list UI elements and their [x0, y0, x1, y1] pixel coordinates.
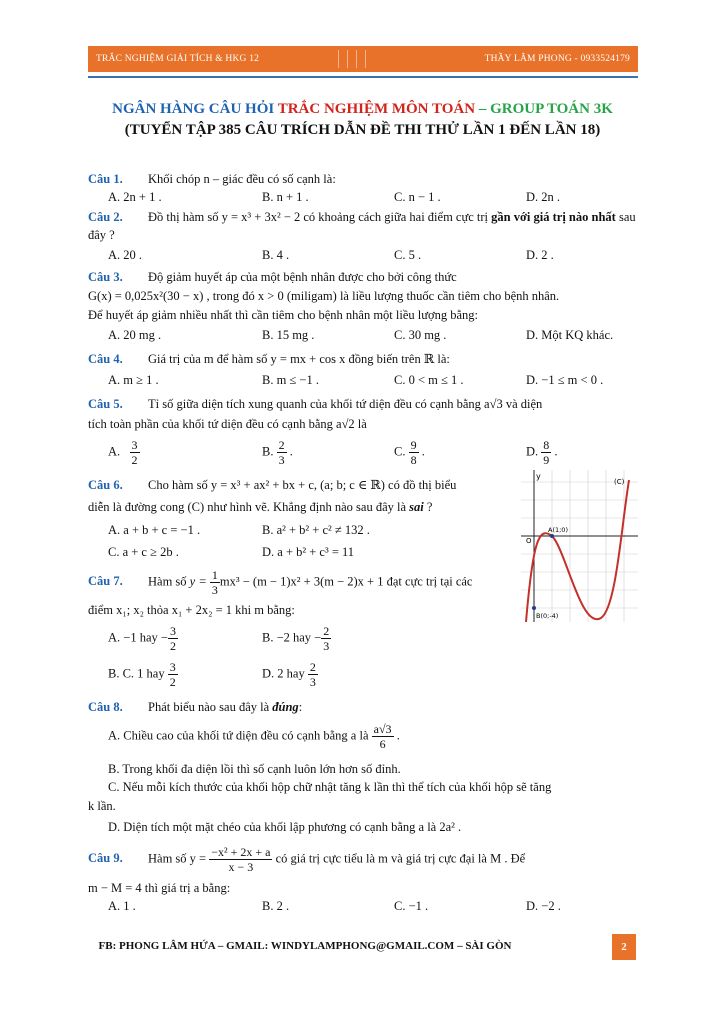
question-text: Cho hàm số y = x³ + ax² + bx + c, (a; b; c ∈ ℝ) có đồ thị biểu — [148, 478, 457, 492]
page-footer: FB: PHONG LÂM HỨA – GMAIL: WINDYLAMPHONG@GMAIL.COM – SÀI GÒN — [98, 940, 512, 952]
question-number: Câu 9. — [88, 851, 123, 866]
option-a[interactable]: A. 20 mg . — [108, 328, 162, 342]
fraction: $\frac{3}{2}$ — [131, 438, 138, 467]
option-c[interactable]: C. a + c ≥ 2b . — [108, 545, 179, 559]
option-a[interactable]: A. a + b + c = −1 . — [108, 523, 201, 537]
question-text: Giá trị của m để hàm số y = mx + cos x đồng biến trên ℝ là: — [148, 352, 450, 366]
option-b[interactable]: B. m ≤ −1 . — [262, 373, 319, 387]
question-7-line2: điểm x₁; x₂ thỏa x₁ + 2x₂ = 1 khi m bằng: — [88, 603, 295, 617]
option-b[interactable]: B. n + 1 . — [262, 190, 309, 204]
question-text: Tỉ số giữa diện tích xung quanh của khối tứ diện đều có cạnh bằng a√3 và diện — [148, 397, 543, 411]
question-5 — [88, 395, 638, 413]
option-c[interactable]: C. 5 . — [394, 248, 422, 262]
fraction: $\frac{3}{2}$ — [169, 660, 176, 689]
option-b[interactable]: B. 4 . — [262, 248, 290, 262]
title-part3: – GROUP TOÁN 3K — [475, 101, 613, 117]
header-divider — [338, 50, 366, 68]
question-7-options-row1 — [108, 624, 508, 658]
page-number: 2 — [612, 934, 636, 960]
question-number: Câu 2. — [88, 210, 123, 224]
option-c[interactable]: B. C. 1 hay $\frac{3}{2}$ — [108, 660, 176, 689]
title-part2: TRẮC NGHIỆM MÔN TOÁN — [277, 101, 476, 117]
question-number: Câu 5. — [88, 397, 123, 411]
option-d[interactable]: D. −1 ≤ m < 0 . — [526, 373, 604, 387]
option-d[interactable]: D. 2 . — [526, 248, 554, 262]
fraction: $\frac{2}{3}$ — [278, 438, 285, 467]
question-6-line2: diễn là đường cong (C) như hình vẽ. Khẳng định nào sau đây là sai ? — [88, 500, 433, 514]
option-a[interactable]: A. $\frac{3}{2}$ — [108, 438, 138, 467]
question-number: Câu 4. — [88, 352, 123, 366]
option-c[interactable]: C. $\frac{9}{8}$ . — [394, 438, 425, 467]
option-d[interactable]: D. Một KQ khác. — [526, 328, 614, 342]
question-text-end: sau đây ? — [88, 210, 636, 242]
fraction: $\frac{2}{3}$ — [323, 624, 330, 653]
option-d[interactable]: D. 2 hay $\frac{2}{3}$ — [262, 660, 316, 689]
fraction: $\frac{a√3}{6}$ — [373, 722, 392, 751]
option-d[interactable]: D. 2n . — [526, 190, 561, 204]
header-left: TRẮC NGHIỆM GIẢI TÍCH & HKG 12 — [96, 54, 260, 64]
fraction: $\frac{2}{3}$ — [309, 660, 316, 689]
question-9: Câu 9. Hàm số y = $\frac{\text{−x² + 2x + a}}{x - 3}$ có giá trị cực tiểu là m và giá trị cực đại là M . Để — [88, 845, 526, 874]
page-subtitle: (TUYỂN TẬP 385 CÂU TRÍCH DẪN ĐỀ THI THỬ LẦN 1 ĐẾN LẦN 18) — [124, 122, 601, 138]
header-right: THẦY LÂM PHONG - 0933524179 — [484, 54, 630, 64]
question-number: Câu 7. — [88, 574, 123, 589]
curve-c — [526, 480, 629, 622]
origin-label: O — [526, 537, 532, 545]
option-a[interactable]: A. 20 . — [108, 248, 143, 262]
fraction: $\frac{\text{−x² + 2x + a}}{x - 3}$ — [211, 845, 271, 874]
question-emphasis: gần với giá trị nào nhất — [491, 210, 616, 224]
question-number: Câu 3. — [88, 270, 123, 284]
fraction: $\frac{3}{2}$ — [169, 624, 176, 653]
option-b[interactable]: B. 15 mg . — [262, 328, 315, 342]
point-b-label: B(0;-4) — [536, 612, 559, 620]
fraction: $\frac{8}{9}$ — [543, 438, 550, 467]
question-7: Câu 7. Hàm số y = $\frac{1}{3}$ mx³ − (m − 1)x² + 3(m − 2)x + 1 đạt cực trị tại các — [88, 568, 473, 597]
page-title — [0, 101, 725, 118]
question-text: Đồ thị hàm số y = x³ + 3x² − 2 có khoảng cách giữa hai điểm cực trị — [148, 210, 492, 224]
option-c[interactable]: C. Nếu mỗi kích thước của khối hộp chữ nhật tăng k lần thì thể tích của khối hộp sẽ tăng — [108, 780, 552, 794]
question-1 — [88, 170, 638, 188]
fraction: $\frac{1}{3}$ — [211, 568, 218, 597]
title-part1: NGÂN HÀNG CÂU HỎI — [112, 101, 278, 117]
option-a[interactable]: A. −1 hay − $\frac{3}{2}$ — [108, 624, 176, 653]
option-c-cont: k lần. — [88, 799, 116, 813]
header-rule — [88, 76, 638, 78]
curve-label: (C) — [614, 478, 625, 486]
question-5-line2: tích toàn phần của khối tứ diện đều có cạnh bằng a√2 là — [88, 417, 367, 431]
question-8: Câu 8. Phát biểu nào sau đây là đúng: — [88, 700, 303, 714]
page-header — [88, 46, 638, 72]
fraction: $\frac{9}{8}$ — [410, 438, 417, 467]
point-a — [550, 534, 554, 538]
option-a[interactable]: A. 1 . — [108, 899, 136, 913]
option-c[interactable]: C. −1 . — [394, 899, 429, 913]
question-6 — [88, 476, 508, 494]
question-2 — [88, 208, 638, 244]
option-c[interactable]: C. 30 mg . — [394, 328, 447, 342]
option-a[interactable]: A. m ≥ 1 . — [108, 373, 159, 387]
question-3-line2: G(x) = 0,025x²(30 − x) , trong đó x > 0 (miligam) là liều lượng thuốc cần tiêm cho bệnh nhân. — [88, 289, 560, 303]
option-b[interactable]: B. a² + b² + c² ≠ 132 . — [262, 523, 370, 537]
option-a[interactable]: A. 2n + 1 . — [108, 190, 162, 204]
question-3-line3: Để huyết áp giảm nhiều nhất thì cần tiêm cho bệnh nhân một liều lượng bằng: — [88, 308, 479, 322]
option-d[interactable]: D. −2 . — [526, 899, 561, 913]
question-number: Câu 1. — [88, 172, 123, 186]
option-b[interactable]: B. −2 hay − $\frac{2}{3}$ — [262, 624, 330, 653]
option-b[interactable]: B. 2 . — [262, 899, 290, 913]
question-emphasis: sai — [409, 500, 424, 514]
question-3 — [88, 268, 638, 286]
option-d[interactable]: D. Diện tích một mặt chéo của khối lập phương có cạnh bằng a là 2a² . — [108, 820, 462, 834]
question-number: Câu 6. — [88, 478, 123, 492]
question-4 — [88, 350, 638, 368]
question-emphasis: đúng — [272, 700, 299, 714]
point-a-label: A(1;0) — [548, 526, 568, 534]
question-number: Câu 8. — [88, 700, 123, 714]
question-5-options — [108, 436, 638, 470]
option-d[interactable]: D. $\frac{8}{9}$ . — [526, 438, 558, 467]
option-b[interactable]: B. $\frac{2}{3}$ . — [262, 438, 293, 467]
option-b[interactable]: B. Trong khối đa diện lồi thì số cạnh luôn lớn hơn số đỉnh. — [108, 762, 401, 776]
question-text: Khối chóp n – giác đều có số cạnh là: — [148, 172, 336, 186]
y-axis-label: y — [536, 472, 541, 481]
option-a[interactable]: A. Chiều cao của khối tứ diện đều có cạnh bằng a là $\frac{a√3}{6}$ . — [108, 722, 400, 751]
option-c[interactable]: C. 0 < m ≤ 1 . — [394, 373, 464, 387]
question-9-line2: m − M = 4 thì giá trị a bằng: — [88, 881, 231, 895]
question-text: Độ giảm huyết áp của một bệnh nhân được cho bởi công thức — [148, 270, 457, 284]
option-c[interactable]: C. n − 1 . — [394, 190, 441, 204]
option-d[interactable]: D. a + b² + c³ = 11 — [262, 545, 355, 559]
function-graph — [521, 470, 638, 622]
question-7-options-row2 — [108, 660, 508, 694]
point-b — [532, 606, 536, 610]
